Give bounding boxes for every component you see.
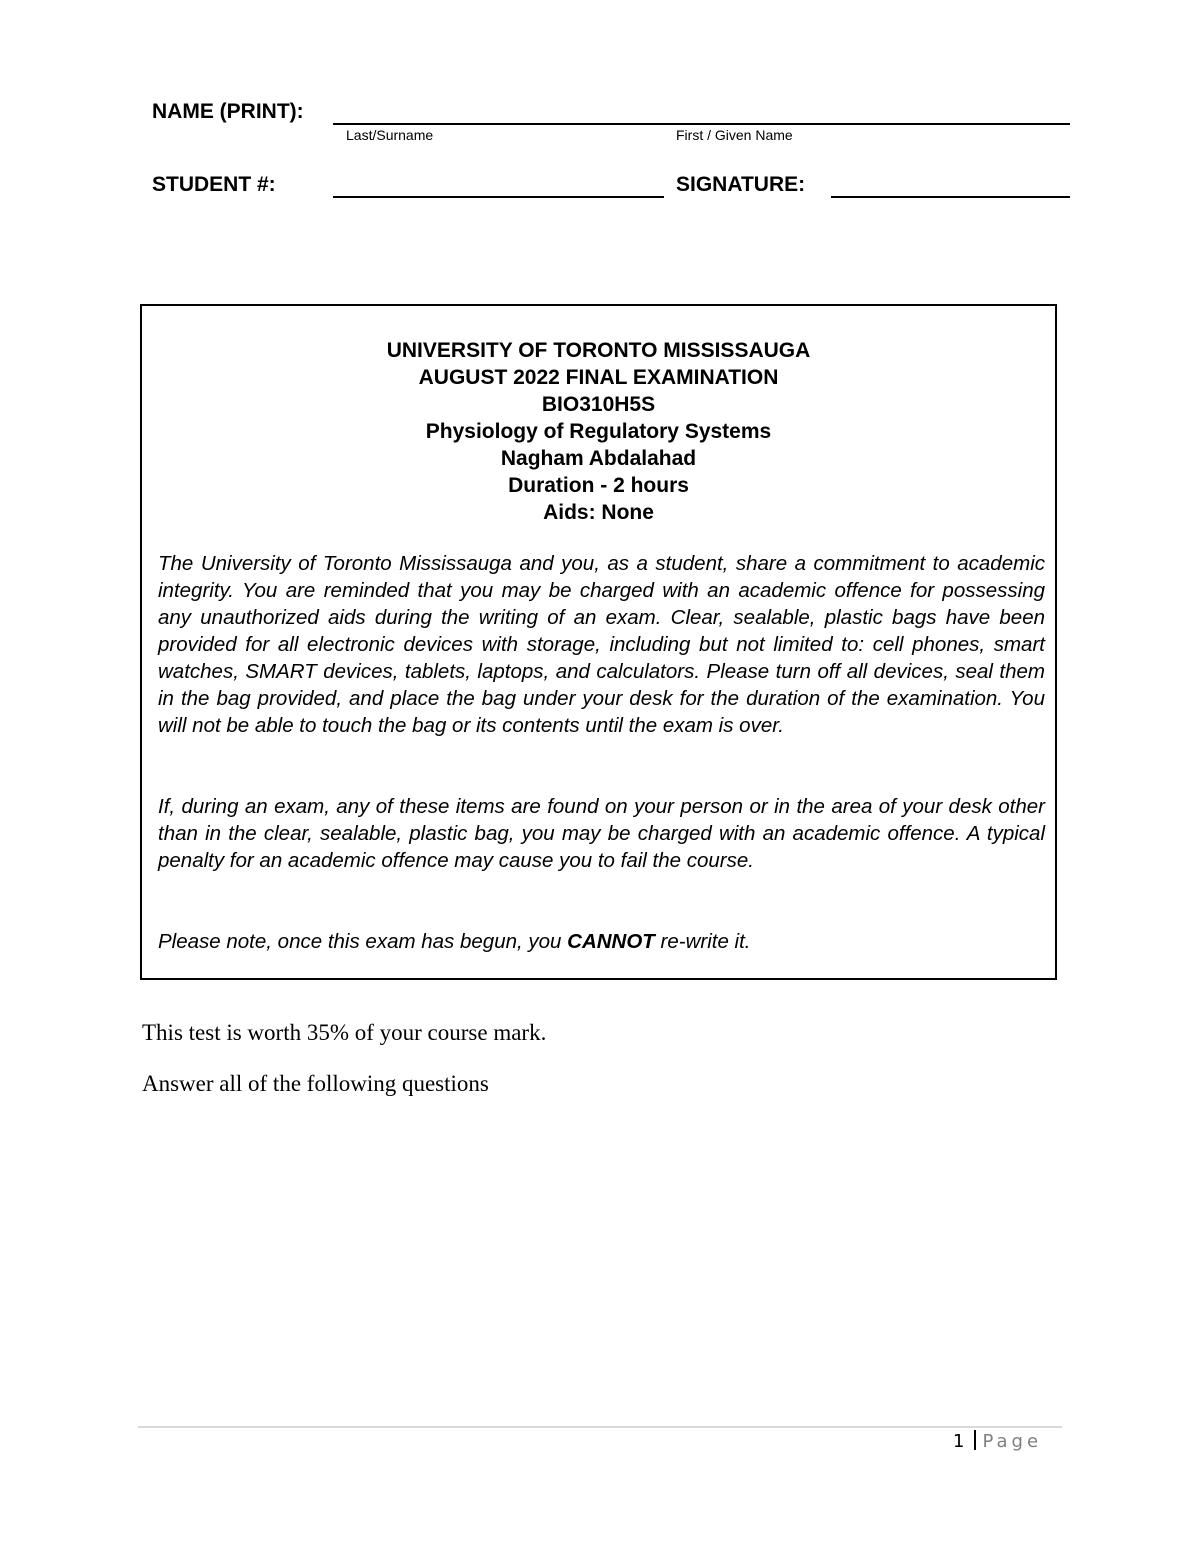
name-print-label: NAME (PRINT): [152,100,304,123]
course-code: BIO310H5S [541,393,656,416]
name-input-line[interactable] [333,123,1070,125]
signature-label: SIGNATURE: [676,173,806,196]
signature-input-line[interactable] [831,196,1070,198]
rewrite-note-emphasis: CANNOT [567,930,655,953]
course-mark-weight-text: This test is worth 35% of your course mark. [142,1020,547,1045]
rewrite-note-prefix: Please note, once this exam has begun, you [158,930,568,953]
footer-separator [974,1430,976,1450]
course-title: Physiology of Regulatory Systems [425,420,772,443]
answer-all-instruction: Answer all of the following questions [142,1071,489,1096]
footer-divider [138,1426,1062,1428]
academic-offence-paragraph: If, during an exam, any of these items are found on your person or in the area of your desk other than in the clear, sealable, plastic bag, you may be charged with an academic offence. A typical penalty for an academic offence may cause you to fail the course. [158,795,1045,872]
student-number-label: STUDENT #: [152,173,276,196]
rewrite-note-suffix: re-write it. [654,930,751,953]
student-number-input-line[interactable] [333,196,664,198]
exam-session: AUGUST 2022 FINAL EXAMINATION [418,366,779,389]
first-given-name-label: First / Given Name [676,127,793,143]
rewrite-note-paragraph [158,928,1045,955]
exam-title-block [142,337,1055,526]
exam-aids: Aids: None [543,501,654,524]
last-surname-label: Last/Surname [346,127,434,143]
academic-integrity-paragraph: The University of Toronto Mississauga and you, as a student, share a commitment to academic integrity. You are reminded that you may be charged with an academic offence for possessing any unauthorized aids during the writing of an exam. Clear, sealable, plastic bags have been provided for all electronic devices with storage, including but not limited to: cell phones, smart watches, SMART devices, tablets, laptops, and calculators. Please turn off all devices, seal them in the bag provided, and place the bag under your desk for the duration of the examination. You will not be able to touch the bag or its contents until the exam is over. [158,552,1045,737]
page-number: 1 [953,1431,965,1452]
university-name: UNIVERSITY OF TORONTO MISSISSAUGA [386,339,811,362]
exam-info-box [140,304,1057,980]
page-footer [953,1430,1042,1452]
page-word: Page [982,1431,1043,1452]
instructor-name: Nagham Abdalahad [500,447,697,470]
exam-duration: Duration - 2 hours [508,474,689,497]
